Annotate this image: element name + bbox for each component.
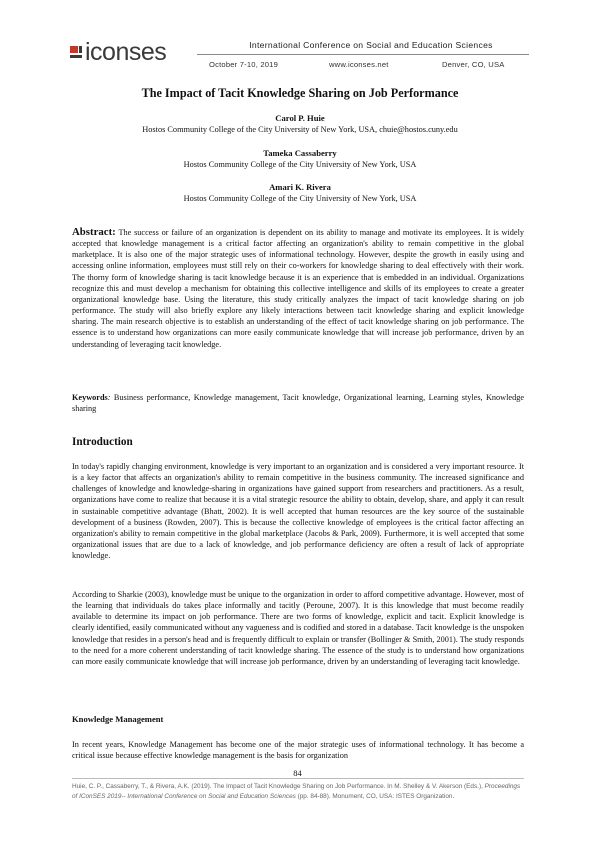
km-paragraph-1: In recent years, Knowledge Management has become one of the major strategic uses of informational technology. It has become a critical issue because effective knowledge management is the basis for organization [72,740,524,761]
author-name: Tameka Cassaberry [263,148,337,158]
abstract [72,227,524,350]
keywords [72,392,524,414]
citation-text: Huie, C. P., Cassaberry, T., & Rivera, A.K. (2019). The Impact of Tacit Knowledge Sharing on Job Performance. In M. Shelley & V. Akerson (Eds.), [72,783,485,790]
keywords-colon: : [107,393,111,402]
author-name: Carol P. Huie [275,113,325,123]
abstract-label: Abstract: [72,226,116,238]
author-affiliation: Hostos Community College of the City University of New York, USA [183,160,417,169]
page-number: 84 [293,768,302,778]
abstract-text: The success or failure of an organization is dependent on its ability to manage and motivate its employees. It is widely accepted that knowledge management is a critical factor affecting an organization's ability to remain competitive in the global marketplace. It is also one of the major strategic uses of informational technology. However, despite the growth in easily using and accessing online information, employees must still rely on their co-workers for knowledge sharing to deal effectively with their work. The thorny form of knowledge sharing is tacit knowledge because it is an experience that is embedded in an individual. Organizations recognize this and must develop a mechanism for obtaining this collective intelligence and skills of its employees to create a greater organizational knowledge base. Using the literature, this study critically analyzes the impact of tacit knowledge sharing on job performance. The study will also briefly explore any likely interactions between tacit knowledge sharing and explicit knowledge sharing. The main research objective is to establish an understanding of the effect of tacit knowledge sharing on job performance. The essence is to understand how organizations can more easily communicate knowledge that will increase job performance, driven by an understanding of leveraging tacit knowledge. [72,228,524,349]
header-rule [197,54,529,55]
citation-proceedings: Proceedings of IConSES 2019-- International Conference on Social and Education Sciences [72,783,521,800]
conference-location: Denver, CO, USA [442,60,505,69]
citation-footer [72,782,526,801]
author-affiliation: Hostos Community College of the City University of New York, USA [183,194,417,203]
intro-paragraph-1: In today's rapidly changing environment, knowledge is very important to an organization and is considered a very important resource. It is a key factor that affects an organization's ability to remain competitive in the business community. The increased significance and challenges of knowledge and knowledge-sharing in organizations have gained support from researchers and practitioners. As a result, organizations have come to realize that because it is a vital strategic resource the ability to obtain, develop, share, and apply it can result in sustainable competitive advantage (Bhatt, 2002). It is well accepted that human resources are the key source of the sustainable development of a business (Rowden, 2007). This is because the collective knowledge of employees is the critical factor affecting an organization's ability to remain competitive in the global marketplace (Jacobs & Park, 2009). Furthermore, it is well accepted that some organizational issues that are due to a lack of knowledge, and job performance deficiency are often a result of lack of appropriate knowledge. [72,462,524,561]
section-heading-knowledge-management: Knowledge Management [72,714,164,724]
conference-website[interactable]: www.iconses.net [329,60,389,69]
footer-rule [72,778,524,779]
paper-title: The Impact of Tacit Knowledge Sharing on Job Performance [141,86,459,100]
keywords-text: Business performance, Knowledge management, Tacit knowledge, Organizational learning, Learning styles, Knowledge sharing [72,393,524,414]
logo-text: iconses [85,38,167,66]
conference-dates: October 7-10, 2019 [209,60,279,69]
section-heading-introduction: Introduction [72,436,133,448]
author-affiliation: Hostos Community College of the City University of New York, USA, chuie@hostos.cuny.edu [142,125,458,134]
citation-pages: (pp. 84-88). Monument, CO, USA: ISTES Organization. [295,792,455,800]
conference-name: International Conference on Social and Education Sciences [249,40,493,50]
intro-paragraph-2: According to Sharkie (2003), knowledge must be unique to the organization in order to afford competitive advantage. However, most of the learning that individuals do takes place informally and tacitly (Peroune, 2007). It is this knowledge that must become readily available to determine its impact on job performance. There are two forms of knowledge, explicit and tacit. Explicit knowledge is clearly identified, easily communicated without any vagueness and is codified and stored in a database. Tacit knowledge is the unspoken knowledge that resides in a person's head and is frequently difficult to explain or transfer (Bollinger & Smith, 2001). The study responds to the need for a more coherent understanding of tacit knowledge sharing. The essence of the study is to understand how organizations can more easily communicate knowledge that will increase job performance, driven by an understanding of leveraging tacit knowledge. [72,590,524,666]
iconses-logo [70,38,196,72]
author-name: Amari K. Rivera [269,182,331,192]
keywords-label: Keywords [72,393,108,402]
